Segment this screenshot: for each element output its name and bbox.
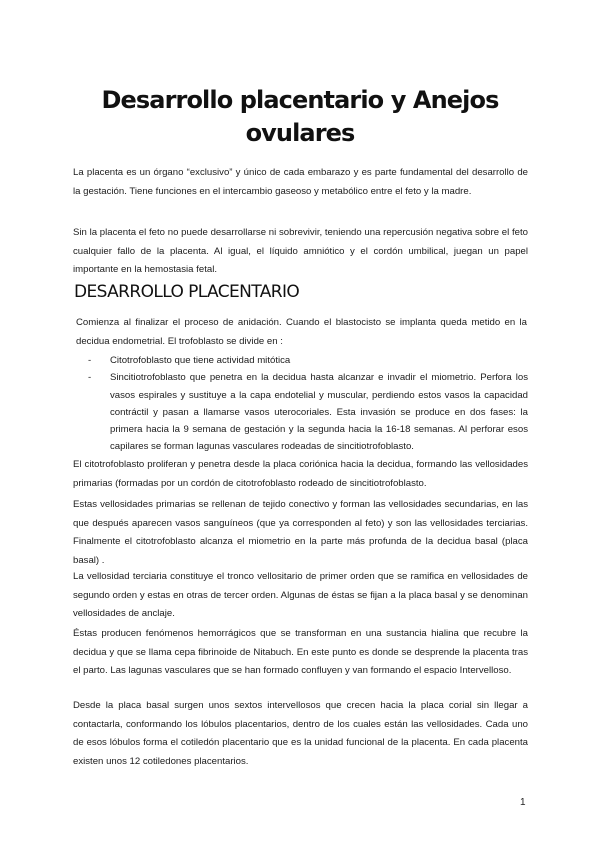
list-marker: - bbox=[88, 355, 92, 366]
list-item bbox=[88, 352, 528, 369]
page-number: 1 bbox=[520, 797, 526, 808]
body-paragraph-2: Estas vellosidades primarias se rellenan de tejido conectivo y forman las vellosidades secundarias, en las que después aparecen vasos sanguíneos (que ya corresponden al feto) y son las vellosidades terciarias. Finalmente el citotrofoblasto alcanza el miometrio en la parte más profunda de la decidua basal (placa basal) . bbox=[73, 499, 528, 566]
trophoblast-list bbox=[88, 352, 528, 456]
list-marker: - bbox=[88, 372, 92, 384]
body-paragraph-3: La vellosidad terciaria constituye el tronco vellositario de primer orden que se ramifica en vellosidades de segundo orden y estas en otras de tercer orden. Algunas de éstas se fijan a la placa basal y se denominan vellosidades de anclaje. bbox=[73, 571, 528, 619]
section-heading: DESARROLLO PLACENTARIO bbox=[74, 282, 300, 302]
intro-paragraph-2: Sin la placenta el feto no puede desarrollarse ni sobrevivir, teniendo una repercusión negativa sobre el feto cualquier fallo de la placenta. Al igual, el líquido amniótico y el cordón umbilical, juegan un papel importante en la hemostasia fetal. bbox=[73, 227, 528, 275]
body-paragraph-4: Éstas producen fenómenos hemorrágicos que se transforman en una sustancia hialina que recubre la decidua y que se llama cepa fibrinoide de Nitabuch. En este punto es donde se desprende la placenta tras el parto. Las lagunas vasculares que se han formado confluyen y van formando el espacio Intervelloso. bbox=[73, 628, 528, 676]
section-intro-paragraph: Comienza al finalizar el proceso de anidación. Cuando el blastocisto se implanta queda metido en la decidua endometrial. El trofoblasto se divide en : bbox=[76, 317, 527, 347]
intro-paragraph-1: La placenta es un órgano “exclusivo” y único de cada embarazo y es parte fundamental del desarrollo de la gestación. Tiene funciones en el intercambio gaseoso y metabólico entre el feto y la madre. bbox=[73, 167, 528, 197]
list-item-text: Citotrofoblasto que tiene actividad mitótica bbox=[110, 355, 291, 366]
body-paragraph-1: El citotrofoblasto proliferan y penetra desde la placa coriónica hacia la decidua, formando las vellosidades primarias (formadas por un cordón de citotrofoblasto rodeado de sincitiotrofoblasto. bbox=[73, 459, 528, 489]
document-title: Desarrollo placentario y Anejos ovulares bbox=[101, 86, 499, 147]
body-paragraph-5: Desde la placa basal surgen unos sextos intervellosos que crecen hacia la placa corial sin llegar a contactarla, conformando los lóbulos placentarios, dentro de los cuales están las vellosidades. Cada uno de esos lóbulos forma el cotiledón placentario que es la unidad funcional de la placenta. En cada placenta existen unos 12 cotiledones placentarios. bbox=[73, 700, 528, 767]
list-item-text: Sincitiotrofoblasto que penetra en la decidua hasta alcanzar e invadir el miometrio. Perfora los vasos espirales y sustituye a la capa endotelial y muscular, perdiendo estos vasos la capacidad contráctil y pasan a llamarse vasos uterocoriales. Esta invasión se produce en dos fases: la primera hacia la 9 semana de gestación y la segunda hacia la 16-18 semanas. Al perforar esos capilares se forman lagunas vasculares rodeadas de sincitiotrofoblasto. bbox=[110, 372, 528, 453]
list-item bbox=[88, 369, 528, 455]
